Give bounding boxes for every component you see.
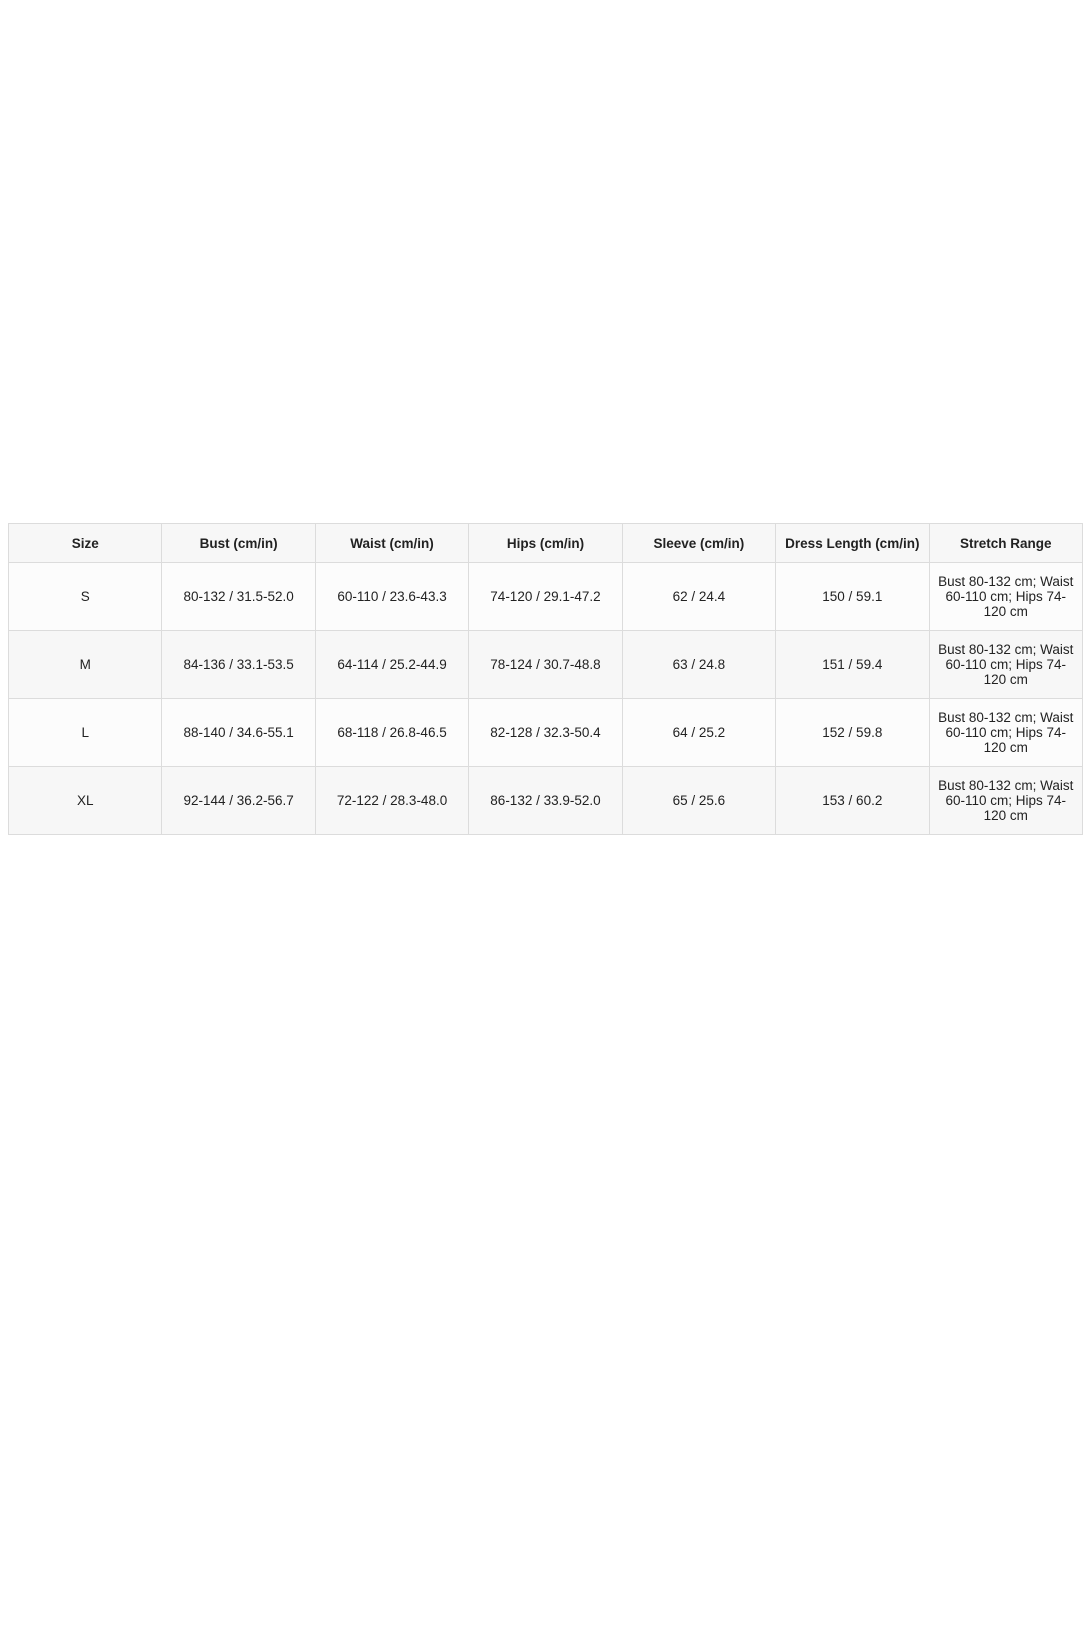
table-row (9, 699, 1083, 767)
cell-bust: 84-136 / 33.1-53.5 (162, 631, 315, 699)
size-chart-table (8, 523, 1083, 835)
cell-size: S (9, 563, 162, 631)
cell-sleeve: 65 / 25.6 (622, 767, 775, 835)
cell-waist: 72-122 / 28.3-48.0 (315, 767, 468, 835)
cell-waist: 60-110 / 23.6-43.3 (315, 563, 468, 631)
table-row (9, 563, 1083, 631)
header-row (9, 524, 1083, 563)
table-row (9, 767, 1083, 835)
header-bust: Bust (cm/in) (162, 524, 315, 563)
cell-stretch-range: Bust 80-132 cm; Waist 60-110 cm; Hips 74-120 cm (929, 631, 1082, 699)
cell-dress-length: 152 / 59.8 (776, 699, 929, 767)
header-waist: Waist (cm/in) (315, 524, 468, 563)
header-dress-length: Dress Length (cm/in) (776, 524, 929, 563)
cell-size: XL (9, 767, 162, 835)
cell-bust: 80-132 / 31.5-52.0 (162, 563, 315, 631)
cell-hips: 86-132 / 33.9-52.0 (469, 767, 622, 835)
header-hips: Hips (cm/in) (469, 524, 622, 563)
cell-waist: 64-114 / 25.2-44.9 (315, 631, 468, 699)
cell-sleeve: 64 / 25.2 (622, 699, 775, 767)
cell-size: M (9, 631, 162, 699)
cell-stretch-range: Bust 80-132 cm; Waist 60-110 cm; Hips 74-120 cm (929, 699, 1082, 767)
cell-dress-length: 153 / 60.2 (776, 767, 929, 835)
header-size: Size (9, 524, 162, 563)
cell-stretch-range: Bust 80-132 cm; Waist 60-110 cm; Hips 74-120 cm (929, 563, 1082, 631)
cell-stretch-range: Bust 80-132 cm; Waist 60-110 cm; Hips 74-120 cm (929, 767, 1082, 835)
cell-hips: 78-124 / 30.7-48.8 (469, 631, 622, 699)
table-header (9, 524, 1083, 563)
cell-bust: 92-144 / 36.2-56.7 (162, 767, 315, 835)
cell-size: L (9, 699, 162, 767)
cell-bust: 88-140 / 34.6-55.1 (162, 699, 315, 767)
cell-hips: 74-120 / 29.1-47.2 (469, 563, 622, 631)
cell-sleeve: 63 / 24.8 (622, 631, 775, 699)
table-body (9, 563, 1083, 835)
header-stretch-range: Stretch Range (929, 524, 1082, 563)
cell-waist: 68-118 / 26.8-46.5 (315, 699, 468, 767)
cell-dress-length: 150 / 59.1 (776, 563, 929, 631)
cell-hips: 82-128 / 32.3-50.4 (469, 699, 622, 767)
header-sleeve: Sleeve (cm/in) (622, 524, 775, 563)
cell-dress-length: 151 / 59.4 (776, 631, 929, 699)
table-row (9, 631, 1083, 699)
cell-sleeve: 62 / 24.4 (622, 563, 775, 631)
